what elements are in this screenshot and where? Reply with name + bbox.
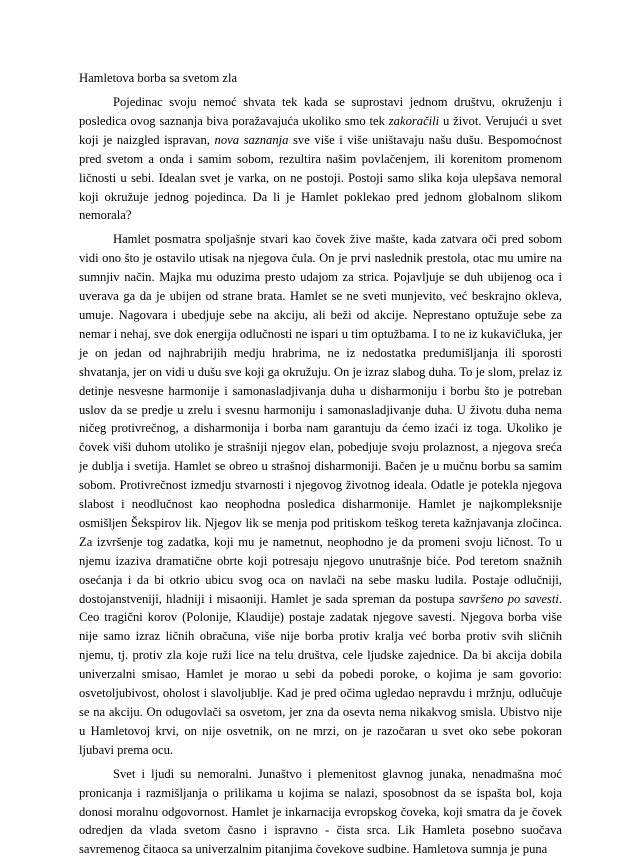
italic-phrase: nova saznanja: [214, 132, 289, 147]
document-body: [79, 70, 562, 864]
paragraph-list: [79, 93, 562, 859]
text-segment: Svet i ljudi su nemoralni. Junaštvo i plemenitost glavnog junaka, nenadmašna moć pronicanja i razmišljanja o prilikama u kojima se nalazi, sposobnost da se ispašta bol, koja donosi moralnu odgovornost. Hamlet je inkarnacija evropskog čoveka, koji smatra da je čovek odredjen da vlada svetom časno i ispravno - čista srca. Lik Hamleta posebno suočava savremenog čitaoca sa univerzalnim pitanjima čovekove sudbine. Hamletova sumnja je puna: [79, 766, 562, 857]
italic-phrase: savršeno po savesti: [458, 591, 559, 606]
paragraph: [79, 93, 562, 225]
text-segment: u život. Verujući u svet koji je naizgled ispravan,: [79, 113, 562, 147]
text-segment: sve više i više uništavaju našu dušu. Bespomoćnost pred svetom a onda i samim sobom, rezultira našim povlačenjem, ili korenitom promenom ličnosti u sebi. Idealan svet je varka, on ne postoji. Postoji samo slika koja ulepšava nemoral koji okružuje jednog pojedinca. Da li je Hamlet poklekao pred jednom globalnom slikom nemorala?: [79, 132, 563, 223]
text-segment: Hamlet posmatra spoljašnje stvari kao čovek žive mašte, kada zatvara oči pred sobom vidi ono što je ostavilo utisak na njegova čula. On je prvi naslednik prestola, otac mu umire na sumnjiv način. Majka mu oduzima presto udajom za strica. Pojavljuje se duh ubijenog oca i uverava ga da je ubijen od strane brata. Hamlet se ne sveti munjevito, već beskrajno okleva, umuje. Nagovara i ubedjuje sebe na akciju, ali beži od akcije. Neprestano optužuje sebe za nemar i nehaj, sve dok energija odlučnosti ne ispari u tim optužbama. I to ne iz kukavičluka, jer je on jedan od najhrabrijih medju hrabrima, ne iz nedostatka predumišljanja ili sporosti shvatanja, jer on vidi u dušu sve koji ga okružuju. On je izraz slabog duha. To je slom, prelaz iz detinje nesvesne harmonije i samonasladjivanja duha u disharmoniju i borbu što je potreban uslov da se predje u zrelu i svesnu harmoniju i samonasladjivanje duha. U životu duha nema ničeg protivrečnog, a disharmonija i borba nam garantuju da ćemo izaći iz toga. Ukoliko je čovek viši duhom utoliko je strašniji njegov elan, pobedjuje svoju prolaznost, a njegova sreća je dublja i svetija. Hamlet se obreo u strašnoj disharmoniji. Bačen je u mučnu borbu sa samim sobom. Protivrečnost izmedju stvarnosti i njegovog životnog ideala. Odatle je potekla njegova slabost i neodlučnost kao neophodna posledica disharmonije. Hamlet je najkompleksnije osmišljen Šekspirov lik. Njegov lik se menja pod pritiskom teškog tereta kažnjavanja zločinca. Za izvršenje tog zadatka, koji mu je nametnut, neophodno je da promeni svoju ličnost. To u njemu izaziva dramatične obrte koji potresaju njegovo unutrašnje biće. Pod teretom snažnih osećanja i da bi otkrio ubicu svog oca on navlači na sebe masku ludila. Postaje odlučniji, dostojanstveniji, hladniji i misaoniji. Hamlet je sada spreman da postupa: [79, 232, 562, 606]
text-segment: . Ceo tragični korov (Polonije, Klaudije) postaje zadatak njegove savesti. Njegova borba više nije samo izraz ličnih obračuna, više nije borba protiv kralja već borba protiv svih sličnih njemu, tj. protiv zla koje ruži lice na telu društva, cele ljudske zajednice. Da bi akcija dobila univerzalni smisao, Hamlet je morao u sebi da pobedi poroke, o kojima je sam govorio: osvetoljubivost, oholost i slavoljublje. Kad je pred očima ugledao nepravdu i mržnju, odlučuje se na akciju. On odugovlači sa osvetom, jer zna da osevta nema nikakvog smisla. Ubistvo nije u Hamletovoj krvi, on nije osvetnik, on ne mrzi, on je razočaran u svet oko sebe pokoran ljubavi prema ocu.: [79, 591, 562, 757]
italic-phrase: zakoračili: [388, 113, 440, 128]
text-segment: Pojedinac svoju nemoć shvata tek kada se suprostavi jednom društvu, okruženju i posledica ovog saznanja biva poražavajuća ukoliko smo tek: [79, 95, 562, 128]
paragraph: [79, 765, 562, 860]
document-title: Hamletova borba sa svetom zla: [79, 71, 238, 85]
paragraph: [79, 230, 562, 759]
